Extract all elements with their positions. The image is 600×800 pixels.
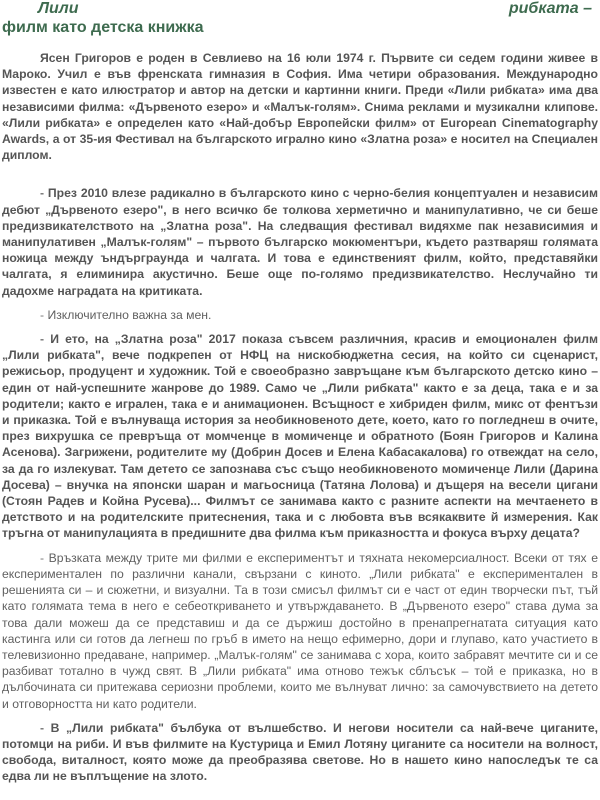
article-title-line-1 <box>0 0 600 18</box>
article-title-word-right: рибката – <box>508 0 592 17</box>
paragraph-text: През 2010 влезе радикално в българското кино с черно-белия концептуален и независим дебют „Дървеното езеро", в него всичко бе толкова херметично и манипулативно, че си беше предизвикателството на „Златна роза". На следващия фестивал видяхме пак независимия и манипулативен „Малък-голям" – първото българско мокюментъри, където разтваряш голямата ножица между ъндърграунда и чалгата. И това е единственият филм, който, представяйки чалгата, я елиминира акустично. Беше още по-голямо предизвикателство. Неслучайно ти дадохме наградата на критиката. <box>2 186 598 298</box>
paragraph-text: В „Лили рибката" бълбука от вълшебство. И негови носители са най-вече циганите, потомци на риби. И във филмите на Кустурица и Емил Лотяну циганите са носители на волност, свобода, виталност, която може да преобразява светове. Но в нашето кино напоследък те са едва ли не въплъщение на злото. <box>2 720 599 784</box>
paragraph-text: Изключително важна за мен. <box>47 307 212 322</box>
paragraph-answer-1 <box>2 307 598 323</box>
dialogue-dash: - <box>40 720 45 735</box>
paragraph-spacer <box>2 712 598 720</box>
dialogue-dash: - <box>40 186 45 201</box>
dialogue-dash: - <box>40 550 45 565</box>
paragraph-text: И ето, на „Златна роза" 2017 показа съвсем различния, красив и емоционален филм „Лили рибката", вече подкрепен от НФЦ на нискобюджетна сесия, на който си сценарист, режисьор, продуцент и художник. Той е своеобразно завръщане към българското детско кино – един от най-успешните жанрове до 1989. Само че „Лили рибката" както е за деца, така е и за родители; както е игрален, така е и анимационен. Всъщност е хибриден филм, микс от фентъзи и приказка. Той е вълнуваща история за необикновеното дете, което, като го погледнеш в очите, през вихрушка се превръща от момченце в момиченце и обратното (Боян Григоров и Калина Асенова). Загрижени, родителите му (Добрин Досев и Елена Кабасакалова) го отвеждат на село, за да го излекуват. Там детето се запознава със също необикновеното момиченце Лили (Дарина Досева) – внучка на японски шаран и магьосница (Татяна Лолова) и дъщеря на весели цигани (Стоян Радев и Койна Русева)... Филмът се занимава както с разните аспекти на мечтаенето в детството и на родителските притеснения, така и с любовта във всякаквите й измерения. Как тръгна от манипулацията в предишните два филма към приказността и фокуса върху децата? <box>2 332 598 541</box>
paragraph-question-3 <box>2 720 598 785</box>
paragraph-spacer <box>2 323 598 331</box>
article-body <box>2 50 598 785</box>
paragraph-question-1 <box>2 185 598 298</box>
paragraph-answer-2 <box>2 550 598 712</box>
paragraph-author-bio <box>2 50 598 163</box>
dialogue-dash: - <box>40 307 45 322</box>
paragraph-spacer <box>2 299 598 307</box>
article-title-word-left: Лили <box>38 0 79 17</box>
paragraph-text: Ясен Григоров е роден в Севлиево на 16 юли 1974 г. Първите си седем години живее в Мароко. Учил е във френската гимназия в София. Има четири образования. Международно известен е като илюстратор и автор на детски и картинни книги. Преди «Лили рибката» има два независими филма: «Дървеното езеро» и «Малък-голям». Снима реклами и музикални клипове. «Лили рибката» е определен като «Най-добър Европейски филм» от European Cinematography Awards, а от 35-ия Фестивал на българското игрално кино «Златна роза» е носител на Специален диплом. <box>2 51 598 163</box>
article-title-line-2: филм като детска книжка <box>2 19 204 36</box>
paragraph-text: Връзката между трите ми филми е експериментът и тяхната некомерсиалност. Всеки от тях е експериментален по различни канали, свързани с киното. „Лили рибката" е експериментален в решенията си – и сюжетни, и визуални. Та в този смисъл филмът си е част от един творчески път, тъй като голямата тема в него е себеоткриването и утвърждаването. В „Дървеното езеро" става дума за това дали можеш да се представиш и да се държиш достойно в пренапрегнатата ситуация като кастинга или си готов да легнеш по гръб в името на нещо ефимерно, дори и глупаво, като участието в телевизионно предаване, например. „Малък-голям" се занимава с хора, които забравят мечтите си и се разбиват тотално в чужд свят. В „Лили рибката" има отново тежък сблъсък – той е приказка, но в дълбочината си притежава сериозни проблеми, които ме вълнуват лично: за самочувствието на детето и отговорността ни като родители. <box>2 550 599 711</box>
dialogue-dash: - <box>40 332 45 347</box>
paragraph-spacer <box>2 163 598 185</box>
paragraph-spacer <box>2 542 598 550</box>
paragraph-question-2 <box>2 331 598 542</box>
